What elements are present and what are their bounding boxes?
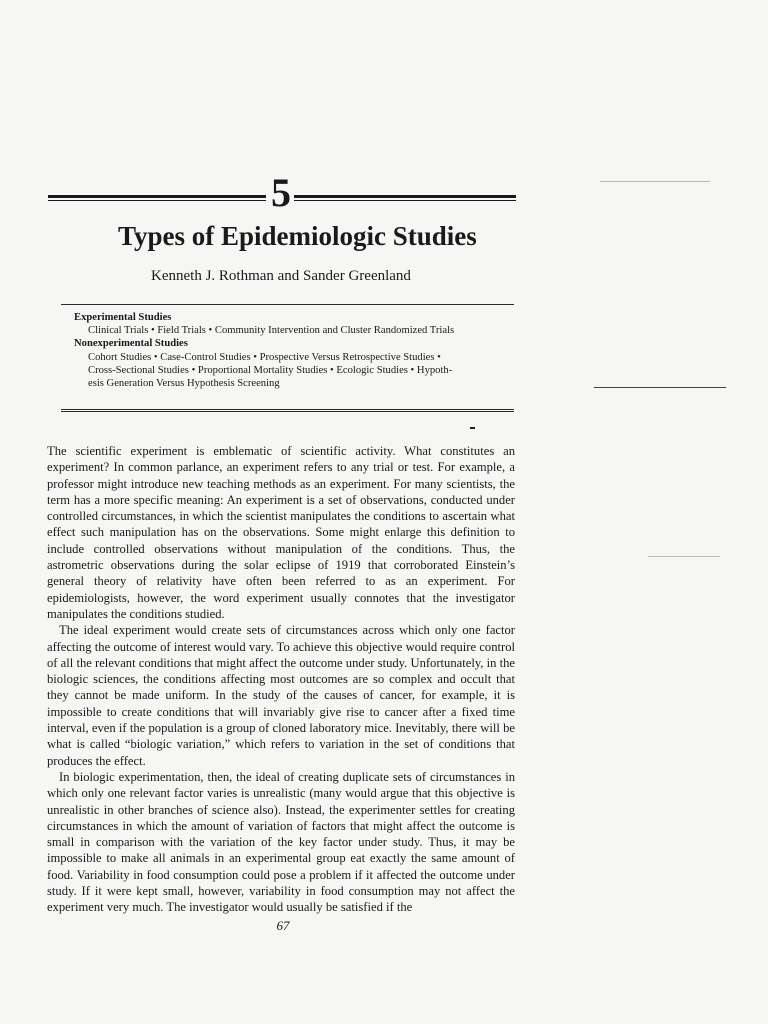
outline-heading-experimental: Experimental Studies bbox=[74, 312, 172, 323]
chapter-authors: Kenneth J. Rothman and Sander Greenland bbox=[151, 268, 411, 284]
scan-speck bbox=[470, 427, 475, 429]
outline-items-experimental: Clinical Trials • Field Trials • Community Intervention and Cluster Randomized Trials bbox=[88, 325, 455, 337]
body-paragraph-1: The scientific experiment is emblematic of scientific activity. What constitutes an experiment? In common parlance, an experiment refers to any trial or test. For example, a professor might introduce new teaching methods as an experiment. For many scientists, the term has a more specific meaning: An experiment is a set of observations, conducted under controlled circumstances, in which the scientist manipulates the conditions to ascertain what effect such manipulation has on the observations. Some might enlarge this definition to include controlled observations without manipulation of the conditions. Thus, the astrometric observations during the solar eclipse of 1919 that corroborated Einstein’s general theory of relativity have often been referred to as an experiment. For epidemiologists, however, the word experiment usually connotes that the investigator manipulates the conditions studied. bbox=[47, 444, 515, 621]
chapter-header-rule bbox=[48, 170, 516, 215]
outline-rule-bottom bbox=[61, 409, 514, 412]
body-paragraph-3: In biologic experimentation, then, the ideal of creating duplicate sets of circumstances in which only one relevant factor varies is unrealistic (many would argue that this objective is unrealistic in other branches of science also). Instead, the experimenter settles for creating circumstances in which the amount of variation of factors that might affect the outcome is small in comparison with the variation of the key factor under study. Thus, it may be impossible to make all animals in an experimental group eat exactly the same amount of food. Variability in food consumption could pose a problem if it affected the outcome under study. If it were kept small, however, variability in food consumption may not affect the experiment very much. The investigator would usually be satisfied if the bbox=[47, 769, 515, 915]
outline-items-nonexperimental-3: esis Generation Versus Hypothesis Screening bbox=[88, 378, 280, 390]
outline-heading-nonexperimental: Nonexperimental Studies bbox=[74, 338, 188, 350]
chapter-title: Types of Epidemiologic Studies bbox=[118, 221, 477, 251]
margin-mark-2 bbox=[648, 556, 720, 557]
margin-mark-1 bbox=[600, 181, 710, 182]
rule-right bbox=[294, 195, 516, 201]
rule-left bbox=[48, 195, 266, 201]
chapter-outline bbox=[74, 311, 514, 390]
page-number: 67 bbox=[276, 918, 290, 933]
margin-line bbox=[594, 387, 726, 388]
body-paragraph-2: The ideal experiment would create sets of circumstances across which only one factor affecting the outcome of interest would vary. To achieve this objective would require control of all the relevant conditions that might affect the outcome under study. Unfortunately, in the biologic sciences, the conditions affecting most outcomes are so complex and occult that they cannot be made uniform. In the study of the causes of cancer, for example, it is impossible to create conditions that will invariably give rise to cancer after a fixed time interval, even if the population is a group of cloned laboratory mice. Inevitably, there will be what is called “biologic variation,” which refers to variation in the set of conditions that produces the effect. bbox=[47, 623, 515, 768]
chapter-number: 5 bbox=[271, 170, 291, 215]
outline-rule-top bbox=[61, 304, 514, 305]
body-text bbox=[47, 443, 515, 916]
outline-items-nonexperimental-2: Cross-Sectional Studies • Proportional Mortality Studies • Ecologic Studies • Hypoth- bbox=[88, 364, 453, 376]
outline-items-nonexperimental-1: Cohort Studies • Case-Control Studies • Prospective Versus Retrospective Studies • bbox=[88, 351, 441, 363]
